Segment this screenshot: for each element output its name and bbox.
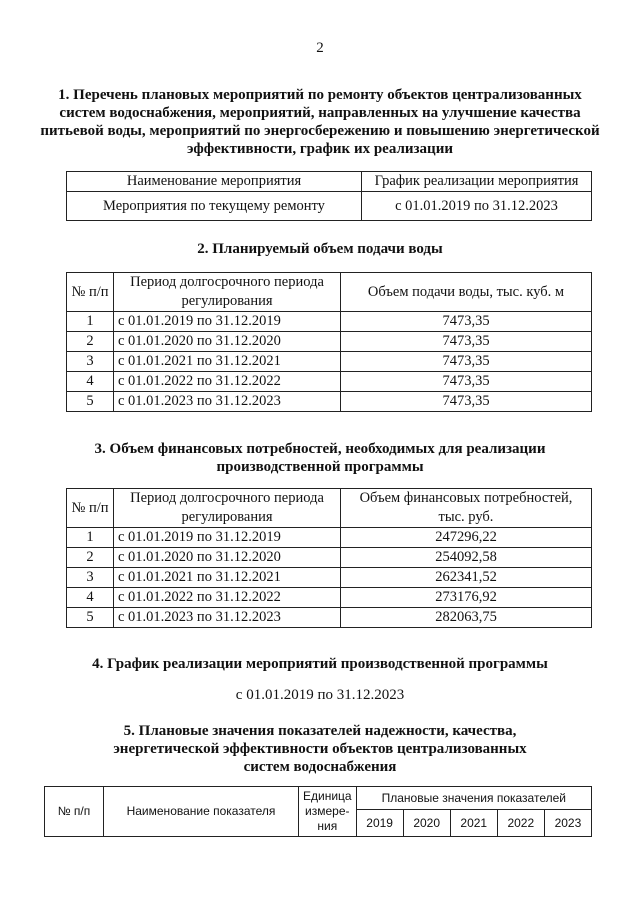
table-row bbox=[67, 312, 592, 332]
table-row bbox=[67, 568, 592, 588]
cell-num: 3 bbox=[67, 568, 114, 588]
header-year-2021: 2021 bbox=[450, 810, 497, 837]
page-number: 2 bbox=[316, 40, 324, 56]
cell-finance: 254092,58 bbox=[341, 548, 592, 568]
cell-period: с 01.01.2019 по 31.12.2019 bbox=[114, 312, 341, 332]
cell-event-name: Мероприятия по текущему ремонту bbox=[67, 192, 362, 221]
cell-period: с 01.01.2020 по 31.12.2020 bbox=[114, 548, 341, 568]
header-unit: Единица измере- ния bbox=[299, 787, 357, 837]
cell-num: 3 bbox=[67, 352, 114, 372]
header-num: № п/п bbox=[67, 273, 114, 312]
cell-num: 5 bbox=[67, 392, 114, 412]
cell-num: 4 bbox=[67, 588, 114, 608]
cell-num: 2 bbox=[67, 332, 114, 352]
cell-period: с 01.01.2019 по 31.12.2019 bbox=[114, 528, 341, 548]
table-header-row bbox=[67, 273, 592, 312]
cell-period: с 01.01.2022 по 31.12.2022 bbox=[114, 588, 341, 608]
section4-title: 4. График реализации мероприятий производственной программы bbox=[92, 656, 548, 672]
cell-num: 4 bbox=[67, 372, 114, 392]
section2-title: 2. Планируемый объем подачи воды bbox=[197, 241, 443, 257]
cell-volume: 7473,35 bbox=[341, 392, 592, 412]
cell-volume: 7473,35 bbox=[341, 332, 592, 352]
table-row bbox=[67, 608, 592, 628]
header-year-2022: 2022 bbox=[497, 810, 544, 837]
table-row bbox=[67, 588, 592, 608]
section5-table bbox=[44, 786, 592, 837]
cell-finance: 247296,22 bbox=[341, 528, 592, 548]
table-header-row bbox=[67, 489, 592, 528]
section5-title: 5. Плановые значения показателей надежности, качества, энергетической эффективности объектов централизованных систем водоснабжения bbox=[113, 723, 527, 775]
table-row bbox=[67, 332, 592, 352]
header-year-2020: 2020 bbox=[403, 810, 450, 837]
header-event-name: Наименование мероприятия bbox=[67, 172, 362, 192]
cell-period: с 01.01.2020 по 31.12.2020 bbox=[114, 332, 341, 352]
table-header-row bbox=[67, 172, 592, 192]
header-year-2019: 2019 bbox=[356, 810, 403, 837]
table-row bbox=[67, 392, 592, 412]
cell-period: с 01.01.2023 по 31.12.2023 bbox=[114, 608, 341, 628]
cell-num: 2 bbox=[67, 548, 114, 568]
cell-volume: 7473,35 bbox=[341, 352, 592, 372]
cell-period: с 01.01.2021 по 31.12.2021 bbox=[114, 352, 341, 372]
cell-num: 5 bbox=[67, 608, 114, 628]
cell-volume: 7473,35 bbox=[341, 372, 592, 392]
table-row bbox=[67, 192, 592, 221]
header-num: № п/п bbox=[45, 787, 104, 837]
section4-period: с 01.01.2019 по 31.12.2023 bbox=[235, 687, 405, 703]
cell-schedule: с 01.01.2019 по 31.12.2023 bbox=[362, 192, 592, 221]
table-header-row bbox=[45, 787, 592, 810]
header-period: Период долгосрочного периода регулирования bbox=[114, 489, 341, 528]
cell-finance: 262341,52 bbox=[341, 568, 592, 588]
header-period: Период долгосрочного периода регулирования bbox=[114, 273, 341, 312]
table-row bbox=[67, 352, 592, 372]
header-finance: Объем финансовых потребностей, тыс. руб. bbox=[341, 489, 592, 528]
header-volume: Объем подачи воды, тыс. куб. м bbox=[341, 273, 592, 312]
table-row bbox=[67, 528, 592, 548]
cell-period: с 01.01.2022 по 31.12.2022 bbox=[114, 372, 341, 392]
header-year-2023: 2023 bbox=[544, 810, 591, 837]
cell-period: с 01.01.2023 по 31.12.2023 bbox=[114, 392, 341, 412]
cell-period: с 01.01.2021 по 31.12.2021 bbox=[114, 568, 341, 588]
cell-finance: 273176,92 bbox=[341, 588, 592, 608]
section3-table bbox=[66, 488, 592, 628]
table-row bbox=[67, 372, 592, 392]
cell-num: 1 bbox=[67, 528, 114, 548]
section1-table bbox=[66, 171, 592, 221]
section1-title: 1. Перечень плановых мероприятий по ремонту объектов централизованных систем водоснабжения, мероприятий, направленных на улучшение качества питьевой воды, мероприятий по энергосбережению и повышению энергетической эффективности, график их реализации bbox=[40, 87, 600, 157]
header-indicator-name: Наименование показателя bbox=[104, 787, 299, 837]
section2-table bbox=[66, 272, 592, 412]
cell-volume: 7473,35 bbox=[341, 312, 592, 332]
cell-finance: 282063,75 bbox=[341, 608, 592, 628]
header-num: № п/п bbox=[67, 489, 114, 528]
cell-num: 1 bbox=[67, 312, 114, 332]
header-planned-values: Плановые значения показателей bbox=[356, 787, 591, 810]
table-row bbox=[67, 548, 592, 568]
section3-title: 3. Объем финансовых потребностей, необходимых для реализации производственной программы bbox=[94, 441, 546, 475]
header-schedule: График реализации мероприятия bbox=[362, 172, 592, 192]
